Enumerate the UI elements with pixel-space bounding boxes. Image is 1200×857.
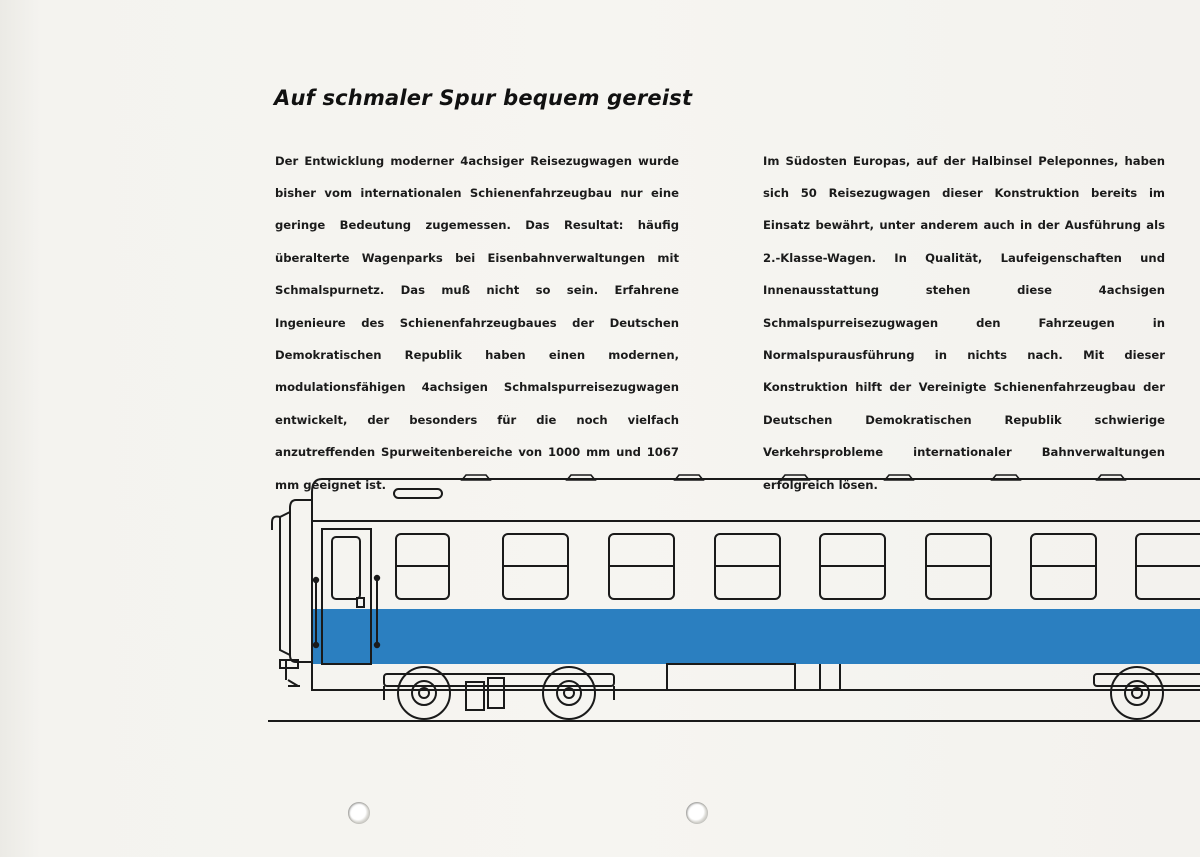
blue-stripe [313,609,1200,664]
binder-hole-left [348,802,370,824]
bogie-2 [1094,667,1200,719]
railcar-illustration [0,460,1200,730]
end-gangway [272,500,312,686]
windows [396,534,1200,599]
paragraph-left: Der Entwicklung moderner 4achsiger Reisezugwagen wurde bisher vom internationalen Schienenfahrzeugbau nur eine geringe Bedeutung zugemessen. Das Resultat: häufig überalterte Wagenparks bei Eisenbahnverwaltungen mit Schmalspurnetz. Das muß nicht so sein. Erfahrene Ingenieure des Schienenfahrzeugbaues der Deutschen Demokratischen Republik haben einen modernen, modulationsfähigen 4achsigen Schmalspurreisezugwagen entwickelt, der besonders für die noch vielfach anzutreffenden Spurweitenbereiche von 1000 mm und 1067 mm geeignet ist. [275,153,679,492]
page-title: Auf schmaler Spur bequem gereist [274,86,693,111]
bogie-1 [384,667,614,719]
binder-hole-right [686,802,708,824]
underframe [667,664,840,690]
paragraph-right: Im Südosten Europas, auf der Halbinsel Peleponnes, haben sich 50 Reisezugwagen dieser Konstruktion bereits im Einsatz bewährt, unter anderem auch in der Ausführung als 2.-Klasse-Wagen. In Qualität, Laufeigenschaften und Innenausstattung stehen diese 4achsigen Schmalspurreisezugwagen den Fahrzeugen in Normalspurausführung in nichts nach. Mit dieser Konstruktion hilft der Vereinigte Schienenfahrzeugbau der Deutschen Demokratischen Republik schwierige Verkehrsprobleme internationaler Bahnverwaltungen erfolgreich lösen. [763,153,1165,492]
